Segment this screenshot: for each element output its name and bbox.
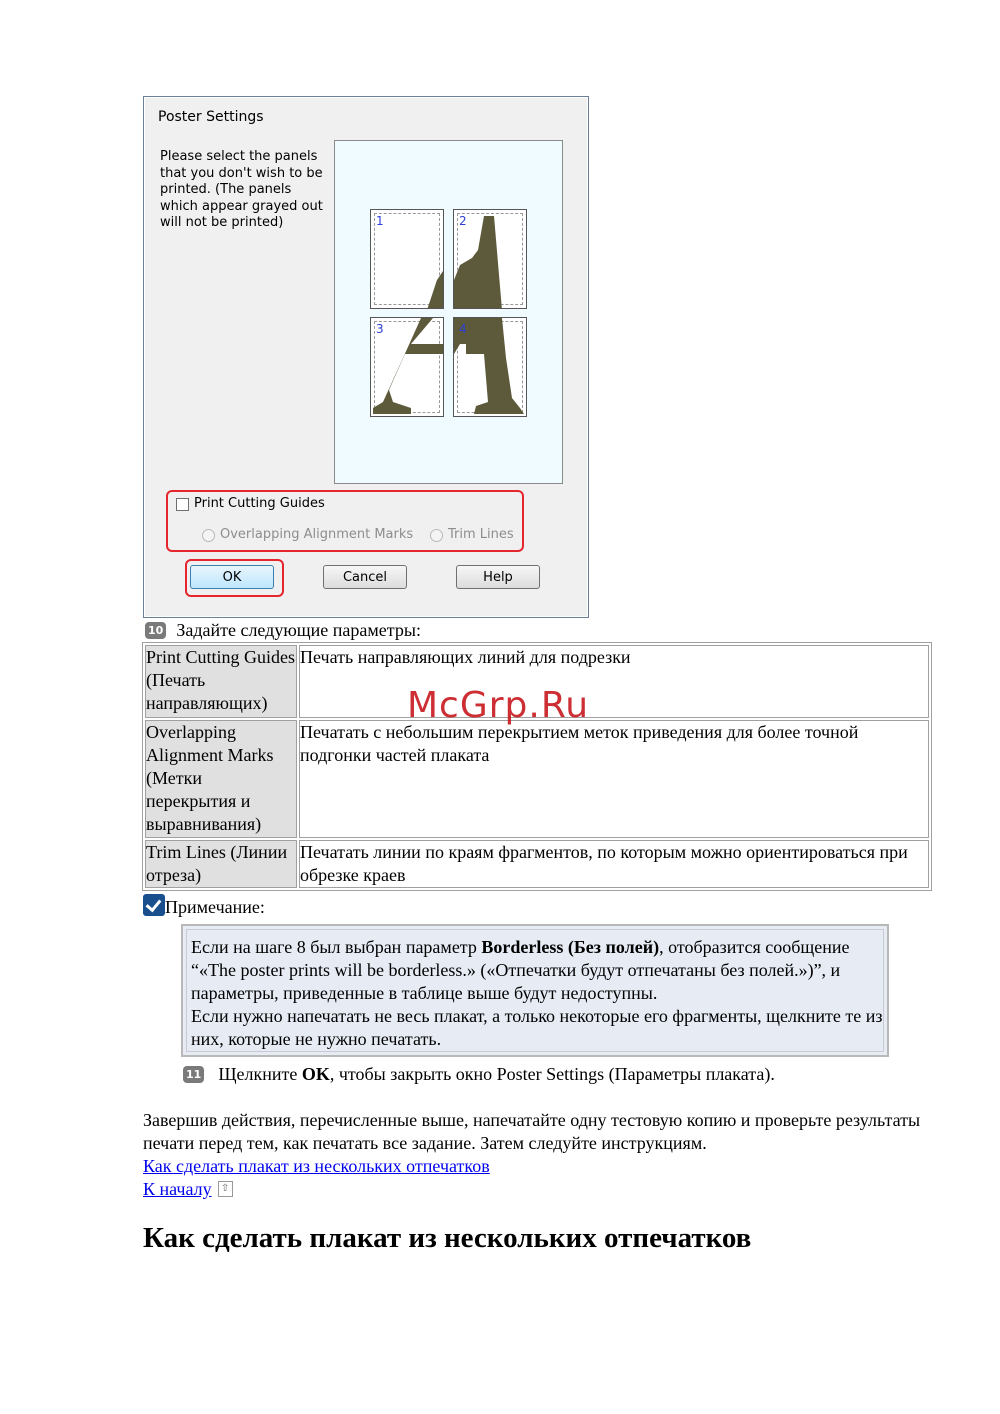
poster-panel-1[interactable] bbox=[370, 209, 444, 309]
parameters-table bbox=[142, 642, 932, 891]
note-text: , отобразится сообщение “«The poster prints will be borderless.» («Отпечатки будут отпечатаны без полей.»)”, и параметры, приведенные в таблице выше будут недоступны. bbox=[191, 937, 850, 1003]
poster-panel-4[interactable] bbox=[453, 317, 527, 417]
ok-button[interactable]: OK bbox=[190, 565, 274, 589]
param-description: Печать направляющих линий для подрезки bbox=[299, 645, 929, 718]
note-text: Если на шаге 8 был выбран параметр bbox=[191, 937, 482, 957]
param-name: Trim Lines (Линии отреза) bbox=[145, 840, 297, 888]
trim-lines-radio[interactable] bbox=[430, 529, 443, 542]
poster-settings-dialog bbox=[143, 96, 589, 618]
step-11 bbox=[183, 1063, 783, 1086]
top-link-container bbox=[143, 1178, 233, 1201]
panel-number: 3 bbox=[376, 322, 384, 336]
param-name: Print Cutting Guides (Печать направляющих) bbox=[145, 645, 297, 718]
cancel-button[interactable]: Cancel bbox=[323, 565, 407, 589]
note-text-2: Если нужно напечатать не весь плакат, а только некоторые его фрагменты, щелкните те из них, которые не нужно печатать. bbox=[191, 1006, 883, 1049]
table-row bbox=[145, 720, 929, 838]
poster-panel-2[interactable] bbox=[453, 209, 527, 309]
note-heading bbox=[143, 894, 265, 919]
step-number-badge: 11 bbox=[183, 1066, 204, 1083]
note-check-icon bbox=[143, 894, 165, 916]
help-button[interactable]: Help bbox=[456, 565, 540, 589]
panel-number: 2 bbox=[459, 214, 467, 228]
overlapping-alignment-marks-label: Overlapping Alignment Marks bbox=[220, 527, 414, 542]
poster-panel-3[interactable] bbox=[370, 317, 444, 417]
overlapping-alignment-marks-radio[interactable] bbox=[202, 529, 215, 542]
step-text: Щелкните bbox=[218, 1064, 302, 1084]
note-content bbox=[186, 929, 884, 1052]
step-number-badge: 10 bbox=[145, 622, 166, 639]
step-10 bbox=[145, 619, 421, 642]
final-paragraph: Завершив действия, перечисленные выше, напечатайте одну тестовую копию и проверьте результаты печати перед тем, как печатать все задание. Затем следуйте инструкциям. bbox=[143, 1110, 921, 1153]
dialog-title: Poster Settings bbox=[158, 109, 264, 125]
param-description: Печатать с небольшим перекрытием меток приведения для более точной подгонки частей плаката bbox=[299, 720, 929, 838]
up-arrow-icon[interactable]: ⇧ bbox=[218, 1181, 233, 1197]
trim-lines-label: Trim Lines bbox=[448, 527, 514, 542]
step-bold: OK bbox=[301, 1064, 330, 1084]
step-text: , чтобы закрыть окно Poster Settings (Параметры плаката). bbox=[329, 1064, 775, 1084]
note-bold: Borderless (Без полей) bbox=[481, 937, 660, 957]
print-cutting-guides-label[interactable]: Print Cutting Guides bbox=[194, 496, 325, 511]
poster-link[interactable]: Как сделать плакат из нескольких отпечатков bbox=[143, 1156, 490, 1176]
section-heading: Как сделать плакат из нескольких отпечатков bbox=[143, 1222, 752, 1254]
back-to-top-link[interactable]: К началу bbox=[143, 1179, 212, 1199]
panel-number: 1 bbox=[376, 214, 384, 228]
note-heading-text: Примечание: bbox=[165, 897, 265, 917]
link-container bbox=[143, 1155, 490, 1178]
print-cutting-guides-checkbox[interactable] bbox=[176, 498, 189, 511]
table-row bbox=[145, 840, 929, 888]
note-box bbox=[181, 924, 889, 1057]
dialog-description: Please select the panels that you don't wish to be printed. (The panels which appear grayed out will not be printed) bbox=[160, 149, 323, 230]
poster-preview bbox=[334, 140, 563, 484]
watermark: McGrp.Ru bbox=[407, 685, 590, 726]
param-name: Overlapping Alignment Marks (Метки перекрытия и выравнивания) bbox=[145, 720, 297, 838]
panel-number: 4 bbox=[459, 322, 467, 336]
step-text: Задайте следующие параметры: bbox=[176, 620, 421, 640]
param-description: Печатать линии по краям фрагментов, по которым можно ориентироваться при обрезке краев bbox=[299, 840, 929, 888]
